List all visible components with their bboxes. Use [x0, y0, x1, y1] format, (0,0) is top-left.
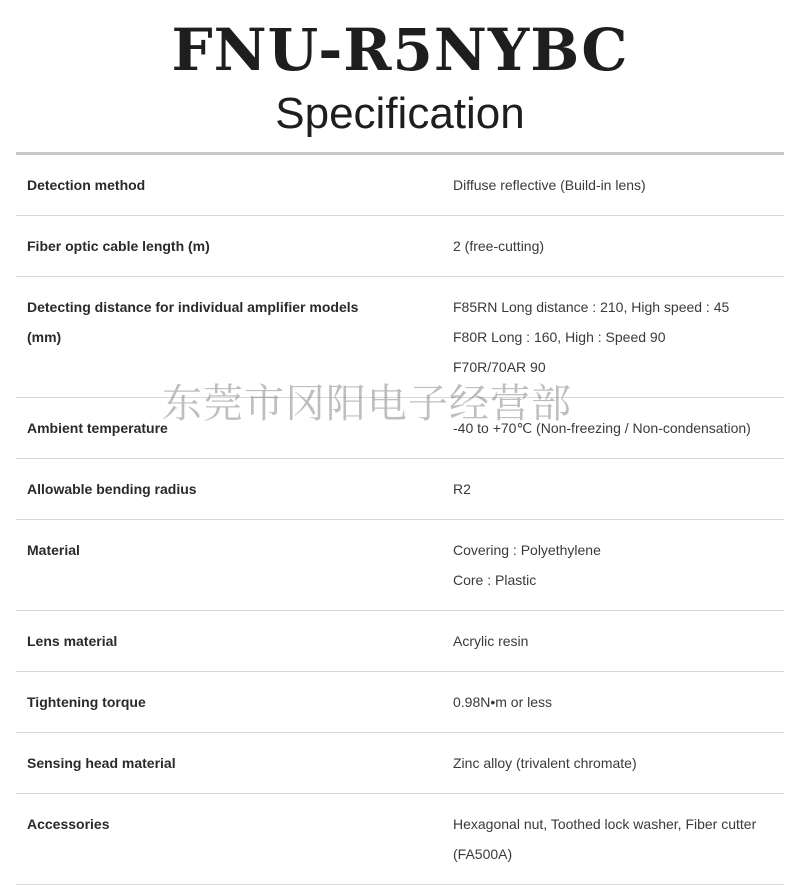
spec-row	[16, 216, 784, 277]
spec-value-cell	[442, 398, 784, 459]
spec-label-cell	[16, 794, 442, 885]
spec-value: F80R Long : 160, High : Speed 90	[453, 329, 666, 345]
spec-table-body	[16, 155, 784, 885]
spec-value-cell	[442, 277, 784, 398]
spec-label: Detecting distance for individual amplifier models	[27, 299, 359, 315]
spec-row	[16, 611, 784, 672]
page-subtitle: Specification	[275, 89, 525, 138]
product-title: FNU-R5NYBC	[171, 16, 629, 84]
spec-label-cell	[16, 398, 442, 459]
watermark-text: 东莞市冈阳电子经营部	[162, 381, 572, 427]
spec-label: Ambient temperature	[27, 420, 168, 436]
spec-label-cell	[16, 733, 442, 794]
spec-table	[16, 155, 784, 885]
spec-value: Acrylic resin	[453, 633, 529, 649]
spec-value-cell	[442, 155, 784, 216]
spec-label-cell	[16, 459, 442, 520]
spec-row	[16, 520, 784, 611]
spec-label: (mm)	[27, 329, 62, 345]
spec-label-cell	[16, 155, 442, 216]
spec-value: Zinc alloy (trivalent chromate)	[453, 755, 637, 771]
spec-label: Lens material	[27, 633, 118, 649]
spec-value: 0.98N•m or less	[453, 694, 553, 710]
spec-value: -40 to +70℃ (Non-freezing / Non-condensation)	[453, 420, 751, 436]
spec-label: Tightening torque	[27, 694, 146, 710]
spec-value: Covering : Polyethylene	[453, 542, 601, 558]
spec-row	[16, 277, 784, 398]
spec-label: Detection method	[27, 177, 146, 193]
spec-value: F85RN Long distance : 210, High speed : 45	[453, 299, 730, 315]
spec-row	[16, 155, 784, 216]
spec-label-cell	[16, 672, 442, 733]
spec-label-cell	[16, 611, 442, 672]
spec-row	[16, 398, 784, 459]
spec-value-cell	[442, 794, 784, 885]
spec-value-cell	[442, 733, 784, 794]
spec-label-cell	[16, 520, 442, 611]
spec-row	[16, 672, 784, 733]
spec-label-cell	[16, 216, 442, 277]
spec-value: Diffuse reflective (Build-in lens)	[453, 177, 646, 193]
spec-value: R2	[453, 481, 471, 497]
spec-value-cell	[442, 611, 784, 672]
spec-value: Core : Plastic	[453, 572, 537, 588]
spec-value-cell	[442, 672, 784, 733]
spec-value: (FA500A)	[453, 846, 513, 862]
spec-label: Allowable bending radius	[27, 481, 197, 497]
spec-value: Hexagonal nut, Toothed lock washer, Fiber cutter	[453, 816, 757, 832]
spec-value: F70R/70AR 90	[453, 359, 546, 375]
spec-label: Fiber optic cable length (m)	[27, 238, 210, 254]
spec-row	[16, 733, 784, 794]
spec-row	[16, 794, 784, 885]
spec-value-cell	[442, 520, 784, 611]
spec-row	[16, 459, 784, 520]
spec-label: Material	[27, 542, 80, 558]
spec-label: Sensing head material	[27, 755, 176, 771]
spec-value-cell	[442, 459, 784, 520]
spec-label: Accessories	[27, 816, 110, 832]
spec-label-cell	[16, 277, 442, 398]
spec-value-cell	[442, 216, 784, 277]
spec-value: 2 (free-cutting)	[453, 238, 545, 254]
